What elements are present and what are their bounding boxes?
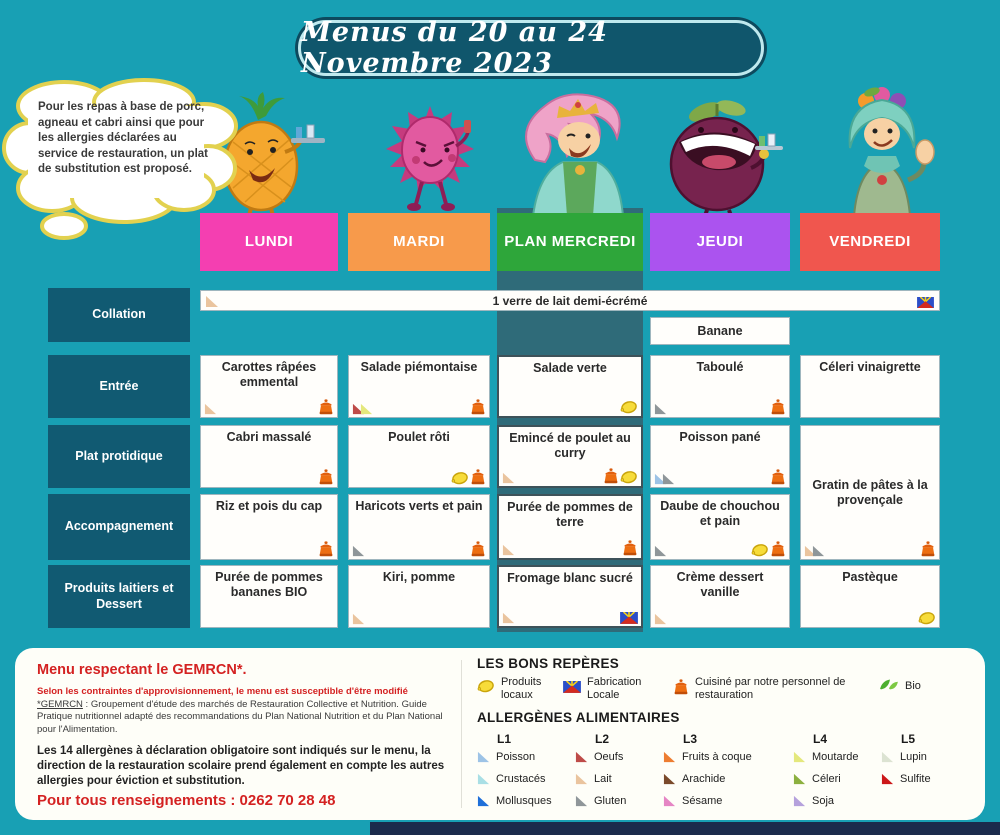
allergen-group-l4 [793, 732, 858, 816]
allergen-label: Lait [594, 772, 612, 785]
cooked-by-staff-pot-icon [770, 469, 786, 485]
allergen-icons [502, 543, 510, 556]
gemrcn-rest: : Groupement d'étude des marchés de Restauration Collective et Nutrition. Guide Pratique nutritionnel adapté des recommandations du Plan National Nutrition et du Plan National pour l'Alimentation. [37, 699, 443, 735]
dish-name: Salade verte [533, 361, 607, 375]
allergen-triangle-icon [575, 772, 588, 785]
repere-item-lemon [477, 676, 561, 702]
menu-cell [497, 494, 643, 560]
repere-item-flag [563, 676, 661, 702]
allergen-note: Les 14 allergènes à déclaration obligatoire sont indiqués sur le menu, la direction de la restauration scolaire prend également en compte les autres allergies pour éviction et substitution. [37, 745, 445, 787]
allergen-legend-item [575, 750, 626, 763]
menu-cell [650, 565, 790, 628]
menu-cell [497, 425, 643, 488]
menu-cell [348, 494, 490, 560]
cooked-by-staff-pot-icon [318, 541, 334, 557]
repere-item-pot [673, 676, 873, 702]
allergen-group-l3 [663, 732, 752, 816]
page-title: Menus du 20 au 24 Novembre 2023 [301, 17, 608, 79]
badge-icons [470, 399, 486, 415]
bottom-navy-bar [370, 822, 1000, 835]
menu-cell [800, 355, 940, 418]
allergen-triangle-icon [477, 794, 490, 807]
allergen-legend-item [881, 772, 931, 785]
dish-name: Riz et pois du cap [215, 499, 323, 513]
day-header-lundi: LUNDI [200, 213, 338, 271]
row-label-3: Plat protidique [48, 425, 190, 488]
allergen-label: Lupin [900, 750, 927, 763]
badge-icons [770, 399, 786, 415]
allergen-triangle-icon [654, 402, 667, 415]
allergen-icons [204, 402, 212, 415]
badge-icons [603, 468, 638, 484]
allergen-triangle-icon [663, 772, 676, 785]
allergen-icons [502, 611, 510, 624]
allergen-triangle-icon [793, 794, 806, 807]
dish-name: Daube de chouchou et pain [660, 499, 780, 528]
dish-name: Céleri vinaigrette [819, 360, 921, 374]
dish-name: Carottes râpées emmental [221, 360, 317, 389]
dish-name: Salade piémontaise [360, 360, 478, 374]
group-label: L3 [683, 732, 698, 746]
dish-name: Poulet rôti [388, 430, 450, 444]
cooked-by-staff-pot-icon [920, 541, 936, 557]
local-product-lemon-icon [751, 543, 769, 557]
day-header-plan-mercredi: PLAN MERCREDI [497, 213, 643, 271]
menu-cell [200, 355, 338, 418]
badge-icons [620, 400, 638, 414]
gemrcn-definition [37, 699, 445, 736]
dish-name: Haricots verts et pain [355, 499, 483, 513]
menu-cell [800, 565, 940, 628]
dish-name: Cabri massalé [226, 430, 312, 444]
collation-shared-cell [200, 290, 940, 311]
row-label-1: Collation [48, 288, 190, 342]
badge-icons [451, 469, 486, 485]
supply-note: Selon les contraintes d'approvisionnement, le menu est susceptible d'être modifié [37, 686, 408, 697]
gemrcn-term: *GEMRCN [37, 699, 83, 710]
allergen-legend-item [477, 794, 552, 807]
menu-cell [650, 355, 790, 418]
allergen-triangle-icon [662, 472, 675, 485]
cooked-by-staff-pot-icon [622, 540, 638, 556]
local-fabrication-flag-icon [620, 612, 638, 624]
gemrcn-heading: Menu respectant le GEMRCN*. [37, 662, 247, 678]
menu-cell [348, 565, 490, 628]
badge-icons [770, 469, 786, 485]
local-product-lemon-icon [451, 471, 469, 485]
allergen-triangle-icon [205, 294, 219, 308]
lemon-icon [477, 679, 495, 698]
dish-name: Purée de pommes de terre [507, 500, 633, 529]
badge-icons [918, 611, 936, 625]
menu-cell [200, 425, 338, 488]
allergen-label: Mollusques [496, 794, 552, 807]
allergen-legend-item [575, 772, 626, 785]
allergen-triangle-icon [575, 750, 588, 763]
allergen-triangle-icon [477, 750, 490, 763]
allergen-legend-item [793, 794, 858, 807]
repere-label: Cuisiné par notre personnel de restauration [695, 676, 846, 702]
cooked-by-staff-pot-icon [770, 399, 786, 415]
allergen-triangle-icon [881, 750, 894, 763]
menu-cell [800, 425, 940, 560]
cooked-by-staff-pot-icon [770, 541, 786, 557]
badge-icons [318, 469, 334, 485]
allergen-triangle-icon [204, 402, 217, 415]
badge-icons [751, 541, 786, 557]
allergen-triangle-icon [663, 750, 676, 763]
dish-name: Poisson pané [679, 430, 761, 444]
local-product-lemon-icon [620, 400, 638, 414]
allergen-legend-item [793, 772, 858, 785]
repere-label: Fabrication Locale [587, 676, 642, 702]
dragonfruit-mascot-illustration [380, 106, 480, 218]
allergen-label: Poisson [496, 750, 536, 763]
allergen-label: Arachide [682, 772, 726, 785]
allergen-triangle-icon [793, 772, 806, 785]
dish-name: Emincé de poulet au curry [509, 431, 631, 460]
dish-name: Kiri, pomme [382, 570, 456, 584]
allergen-label: Céleri [812, 772, 841, 785]
allergen-label: Moutarde [812, 750, 859, 763]
allergen-legend-item [477, 772, 552, 785]
dish-name: Fromage blanc sucré [507, 571, 633, 585]
collation-text: 1 verre de lait demi-écrémé [492, 293, 648, 308]
menu-cell [650, 494, 790, 560]
pot-icon [673, 679, 689, 700]
repere-label: Bio [905, 679, 921, 692]
allergen-label: Sulfite [900, 772, 931, 785]
dish-name: Banane [697, 323, 743, 338]
group-label: L2 [595, 732, 610, 746]
menu-cell [200, 494, 338, 560]
local-fabrication-flag-icon [563, 681, 581, 693]
day-header-jeudi: JEUDI [650, 213, 790, 271]
allergen-icons [654, 472, 670, 485]
menu-cell [200, 565, 338, 628]
allergen-triangle-icon [793, 750, 806, 763]
lychee-knight-mascot-illustration [820, 86, 940, 216]
cooked-by-staff-pot-icon [470, 399, 486, 415]
allergen-label: Sésame [682, 794, 723, 807]
menu-cell [650, 317, 790, 345]
menu-cell [348, 355, 490, 418]
panel-divider [461, 660, 462, 808]
cooked-by-staff-pot-icon [318, 399, 334, 415]
title-banner [298, 17, 764, 79]
allergen-group-l1 [477, 732, 552, 816]
mangosteen-mascot-illustration [655, 96, 785, 216]
allergenes-title: ALLERGÈNES ALIMENTAIRES [477, 710, 680, 725]
dish-name: Gratin de pâtes à la provençale [812, 477, 928, 507]
allergen-label: Soja [812, 794, 835, 807]
row-label-5: Produits laitiers et Dessert [48, 565, 190, 628]
local-product-lemon-icon [918, 611, 936, 625]
allergen-icons [654, 544, 662, 557]
dish-name: Pastèque [842, 570, 898, 584]
row-label-4: Accompagnement [48, 494, 190, 560]
allergen-legend-item [477, 750, 552, 763]
bio-icon [877, 676, 899, 697]
allergen-group-l5 [881, 732, 931, 794]
allergen-triangle-icon [654, 612, 667, 625]
group-label: L1 [497, 732, 512, 746]
allergen-legend-item [881, 750, 931, 763]
day-header-mardi: MARDI [348, 213, 490, 271]
menu-cell [348, 425, 490, 488]
row-label-2: Entrée [48, 355, 190, 418]
group-label: L5 [901, 732, 916, 746]
badge-icons [318, 399, 334, 415]
allergen-triangle-icon [352, 612, 365, 625]
day-header-vendredi: VENDREDI [800, 213, 940, 271]
badge-icons [622, 540, 638, 556]
allergen-label: Crustacés [496, 772, 546, 785]
allergen-icons [352, 402, 368, 415]
allergen-icons [352, 612, 360, 625]
allergen-label: Fruits à coque [682, 750, 752, 763]
allergen-icons [804, 544, 820, 557]
cooked-by-staff-pot-icon [470, 469, 486, 485]
badge-icons [470, 541, 486, 557]
allergen-triangle-icon [812, 544, 825, 557]
cooked-by-staff-pot-icon [603, 468, 619, 484]
allergen-triangle-icon [654, 544, 667, 557]
allergen-icons [352, 544, 360, 557]
allergen-triangle-icon [360, 402, 373, 415]
cooked-by-staff-pot-icon [470, 541, 486, 557]
allergen-triangle-icon [663, 794, 676, 807]
repere-label: Produits locaux [501, 676, 542, 702]
group-label: L4 [813, 732, 828, 746]
flag-icon [563, 680, 581, 698]
cooked-by-staff-pot-icon [318, 469, 334, 485]
repere-item-bio [877, 676, 955, 697]
allergen-label: Oeufs [594, 750, 624, 763]
allergen-legend-item [663, 772, 752, 785]
bio-leaves-icon [877, 676, 899, 692]
allergen-label: Gluten [594, 794, 627, 807]
allergen-triangle-icon [502, 543, 515, 556]
allergen-triangle-icon [502, 611, 515, 624]
badge-icons [920, 541, 936, 557]
notice-text: Pour les repas à base de porc, agneau et cabri ainsi que pour les allergies déclarées au service de restauration, un plat de substitution est proposé. [38, 101, 209, 176]
badge-icons [620, 612, 638, 624]
local-product-lemon-icon [477, 679, 495, 693]
princess-mascot-illustration [505, 88, 645, 216]
contact-phone: Pour tous renseignements : 0262 70 28 48 [37, 792, 336, 809]
allergen-triangle-icon [352, 544, 365, 557]
menu-cell [650, 425, 790, 488]
badge-icons [318, 541, 334, 557]
dish-name: Taboulé [696, 360, 744, 374]
allergen-legend-item [663, 750, 752, 763]
local-fabrication-flag-icon [917, 295, 934, 313]
menu-cell [497, 565, 643, 628]
allergen-triangle-icon [477, 772, 490, 785]
menu-cell [497, 355, 643, 418]
allergen-icons [654, 402, 662, 415]
allergen-legend-item [663, 794, 752, 807]
dish-name: Crème dessert vanille [676, 570, 764, 599]
lait-allergen-icon [205, 294, 219, 313]
allergen-legend-item [575, 794, 626, 807]
allergen-icons [654, 612, 662, 625]
reperes-title: LES BONS REPÈRES [477, 656, 620, 671]
allergen-group-l2 [575, 732, 626, 816]
allergen-triangle-icon [502, 471, 515, 484]
dish-name: Purée de pommes bananes BIO [215, 570, 323, 599]
footer-panel [15, 648, 985, 820]
local-fabrication-flag-icon [917, 297, 934, 308]
allergen-legend-item [793, 750, 858, 763]
cooked-by-staff-pot-icon [673, 679, 689, 695]
local-product-lemon-icon [620, 470, 638, 484]
allergen-triangle-icon [575, 794, 588, 807]
allergen-icons [502, 471, 510, 484]
allergen-triangle-icon [881, 772, 894, 785]
